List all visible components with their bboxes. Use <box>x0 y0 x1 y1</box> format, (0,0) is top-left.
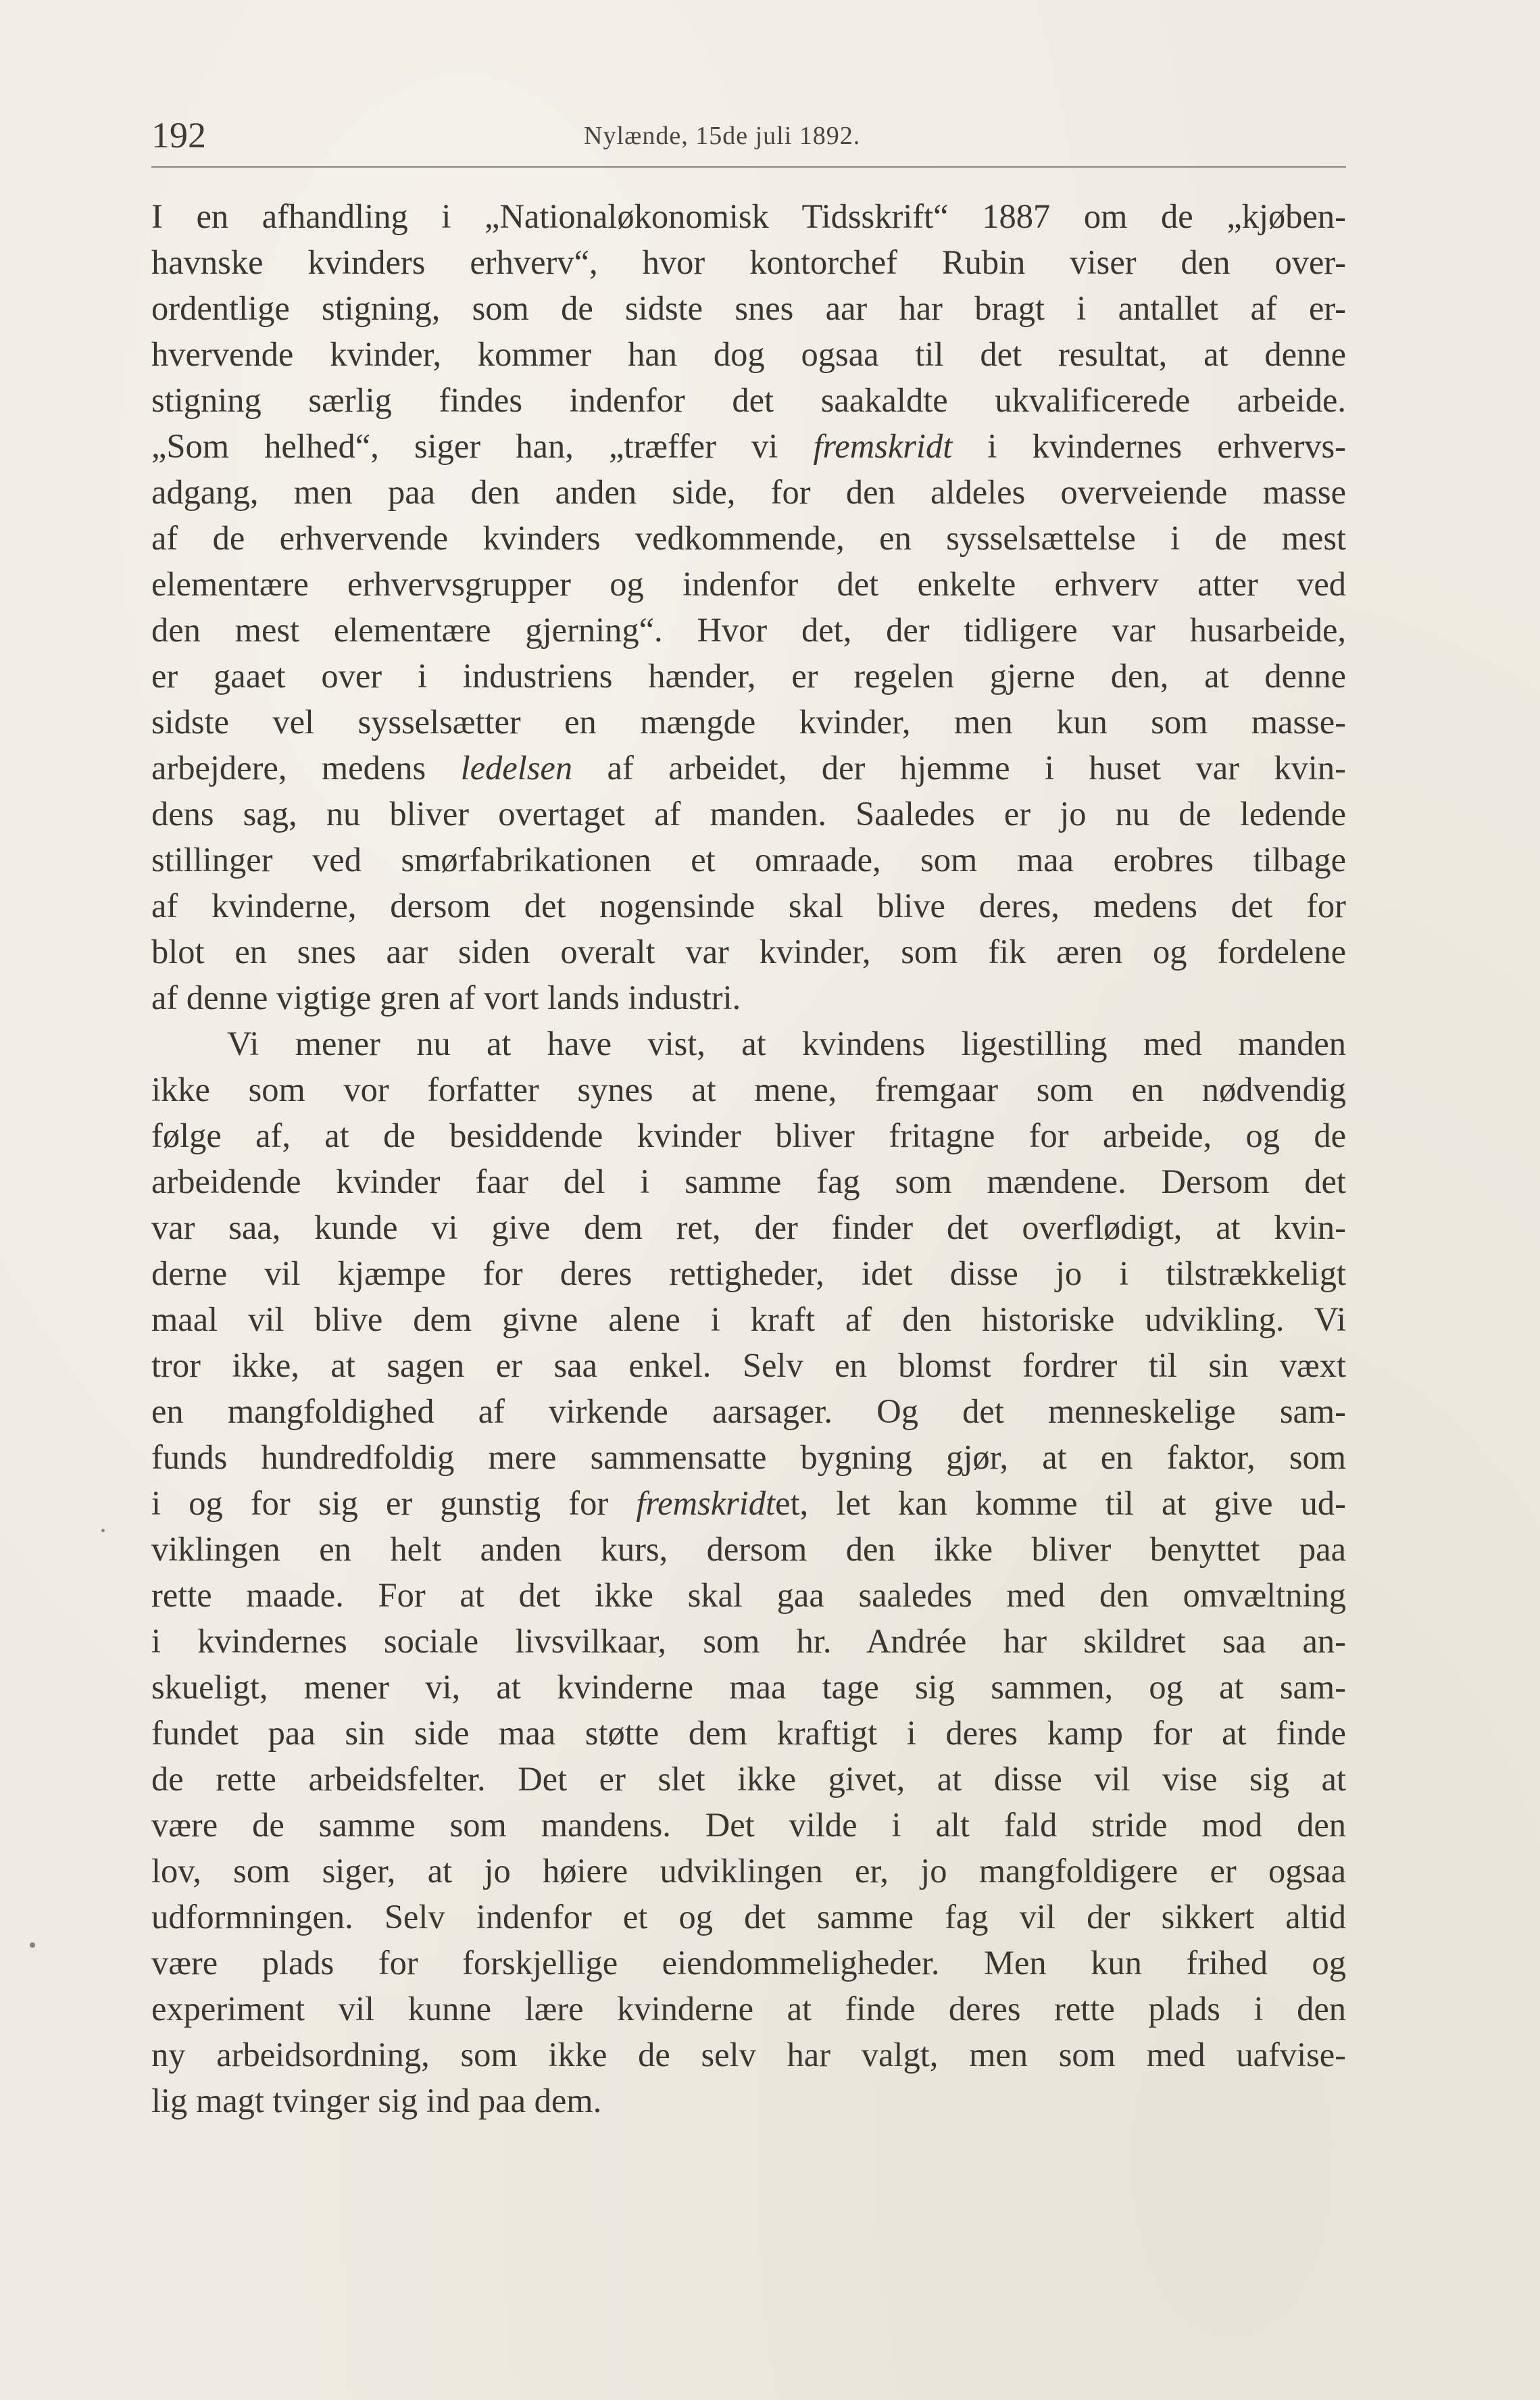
text-line: de rette arbeidsfelter. Det er slet ikke givet, at disse vil vise sig at <box>151 1760 1346 1798</box>
text-line: stigning særlig findes indenfor det saakaldte ukvalificerede arbeide. <box>151 381 1346 419</box>
emphasized-word: fremskridt <box>636 1484 776 1522</box>
text-line: hvervende kvinder, kommer han dog ogsaa til det resultat, at denne <box>151 335 1346 373</box>
text-line: være plads for forskjellige eiendommeligheder. Men kun frihed og <box>151 1944 1346 1982</box>
text-line: lig magt tvinger sig ind paa dem. <box>151 2082 602 2120</box>
text-line: skueligt, mener vi, at kvinderne maa tage sig sammen, og at sam- <box>151 1668 1346 1706</box>
page-header <box>151 112 1346 168</box>
text-line: lov, som siger, at jo høiere udviklingen er, jo mangfoldigere er ogsaa <box>151 1852 1346 1890</box>
text-line: dens sag, nu bliver overtaget af manden. Saaledes er jo nu de ledende <box>151 795 1346 833</box>
text-line: den mest elementære gjerning“. Hvor det, der tidligere var husarbeide, <box>151 611 1346 649</box>
text-line: stillinger ved smørfabrikationen et omraade, som maa erobres tilbage <box>151 841 1346 879</box>
text-line: havnske kvinders erhverv“, hvor kontorchef Rubin viser den over- <box>151 243 1346 281</box>
text-line: arbejdere, medens ledelsen af arbeidet, der hjemme i huset var kvin- <box>151 749 1346 787</box>
text-line: rette maade. For at det ikke skal gaa saaledes med den omvæltning <box>151 1576 1346 1614</box>
text-line: arbeidende kvinder faar del i samme fag som mændene. Dersom det <box>151 1162 1346 1200</box>
text-line: ikke som vor forfatter synes at mene, fremgaar som en nødvendig <box>151 1071 1346 1108</box>
text-line: adgang, men paa den anden side, for den aldeles overveiende masse <box>151 473 1346 511</box>
paragraph-2 <box>151 1021 1346 2124</box>
text-line: følge af, at de besiddende kvinder bliver fritagne for arbeide, og de <box>151 1117 1346 1154</box>
text-line: af kvinderne, dersom det nogensinde skal blive deres, medens det for <box>151 887 1346 925</box>
body-text <box>151 193 1346 2124</box>
text-line: experiment vil kunne lære kvinderne at finde deres rette plads i den <box>151 1990 1346 2028</box>
text-line: viklingen en helt anden kurs, dersom den ikke bliver benyttet paa <box>151 1530 1346 1568</box>
text-line: være de samme som mandens. Det vilde i alt fald stride mod den <box>151 1806 1346 1844</box>
text-line: tror ikke, at sagen er saa enkel. Selv en blomst fordrer til sin væxt <box>151 1346 1346 1384</box>
text-line: derne vil kjæmpe for deres rettigheder, idet disse jo i tilstrækkeligt <box>151 1254 1346 1292</box>
text-line: ordentlige stigning, som de sidste snes aar har bragt i antallet af er- <box>151 289 1346 327</box>
text-line: af denne vigtige gren af vort lands industri. <box>151 979 741 1017</box>
page-number: 192 <box>151 115 206 155</box>
paper-speck <box>101 1529 105 1532</box>
text-line: I en afhandling i „Nationaløkonomisk Tidsskrift“ 1887 om de „kjøben- <box>151 197 1346 235</box>
text-line: var saa, kunde vi give dem ret, der finder det overflødigt, at kvin- <box>151 1208 1346 1246</box>
text-line: funds hundredfoldig mere sammensatte bygning gjør, at en faktor, som <box>151 1438 1346 1476</box>
text-line: fundet paa sin side maa støtte dem kraftigt i deres kamp for at finde <box>151 1714 1346 1752</box>
text-line: „Som helhed“, siger han, „træffer vi fremskridt i kvindernes erhvervs- <box>151 427 1346 465</box>
text-line: sidste vel sysselsætter en mængde kvinder, men kun som masse- <box>151 703 1346 741</box>
text-line: er gaaet over i industriens hænder, er regelen gjerne den, at denne <box>151 657 1346 695</box>
text-line: udformningen. Selv indenfor et og det samme fag vil der sikkert altid <box>151 1898 1346 1936</box>
text-line: af de erhvervende kvinders vedkommende, en sysselsættelse i de mest <box>151 519 1346 557</box>
text-line: blot en snes aar siden overalt var kvinder, som fik æren og fordelene <box>151 933 1346 971</box>
text-line: en mangfoldighed af virkende aarsager. Og det menneskelige sam- <box>151 1392 1346 1430</box>
text-line: maal vil blive dem givne alene i kraft af den historiske udvikling. Vi <box>151 1300 1346 1338</box>
running-head: Nylænde, 15de juli 1892. <box>584 122 861 150</box>
text-line: i og for sig er gunstig for fremskridtet, let kan komme til at give ud- <box>151 1484 1346 1522</box>
text-line: ny arbeidsordning, som ikke de selv har valgt, men som med uafvise- <box>151 2036 1346 2074</box>
text-line: i kvindernes sociale livsvilkaar, som hr. Andrée har skildret saa an- <box>151 1622 1346 1660</box>
text-line: elementære erhvervsgrupper og indenfor det enkelte erhverv atter ved <box>151 565 1346 603</box>
paragraph-1 <box>151 193 1346 1021</box>
emphasized-word: fremskridt <box>813 427 953 465</box>
emphasized-word: ledelsen <box>460 749 573 787</box>
paper-speck <box>30 1942 35 1948</box>
text-line: Vi mener nu at have vist, at kvindens ligestilling med manden <box>227 1025 1346 1062</box>
